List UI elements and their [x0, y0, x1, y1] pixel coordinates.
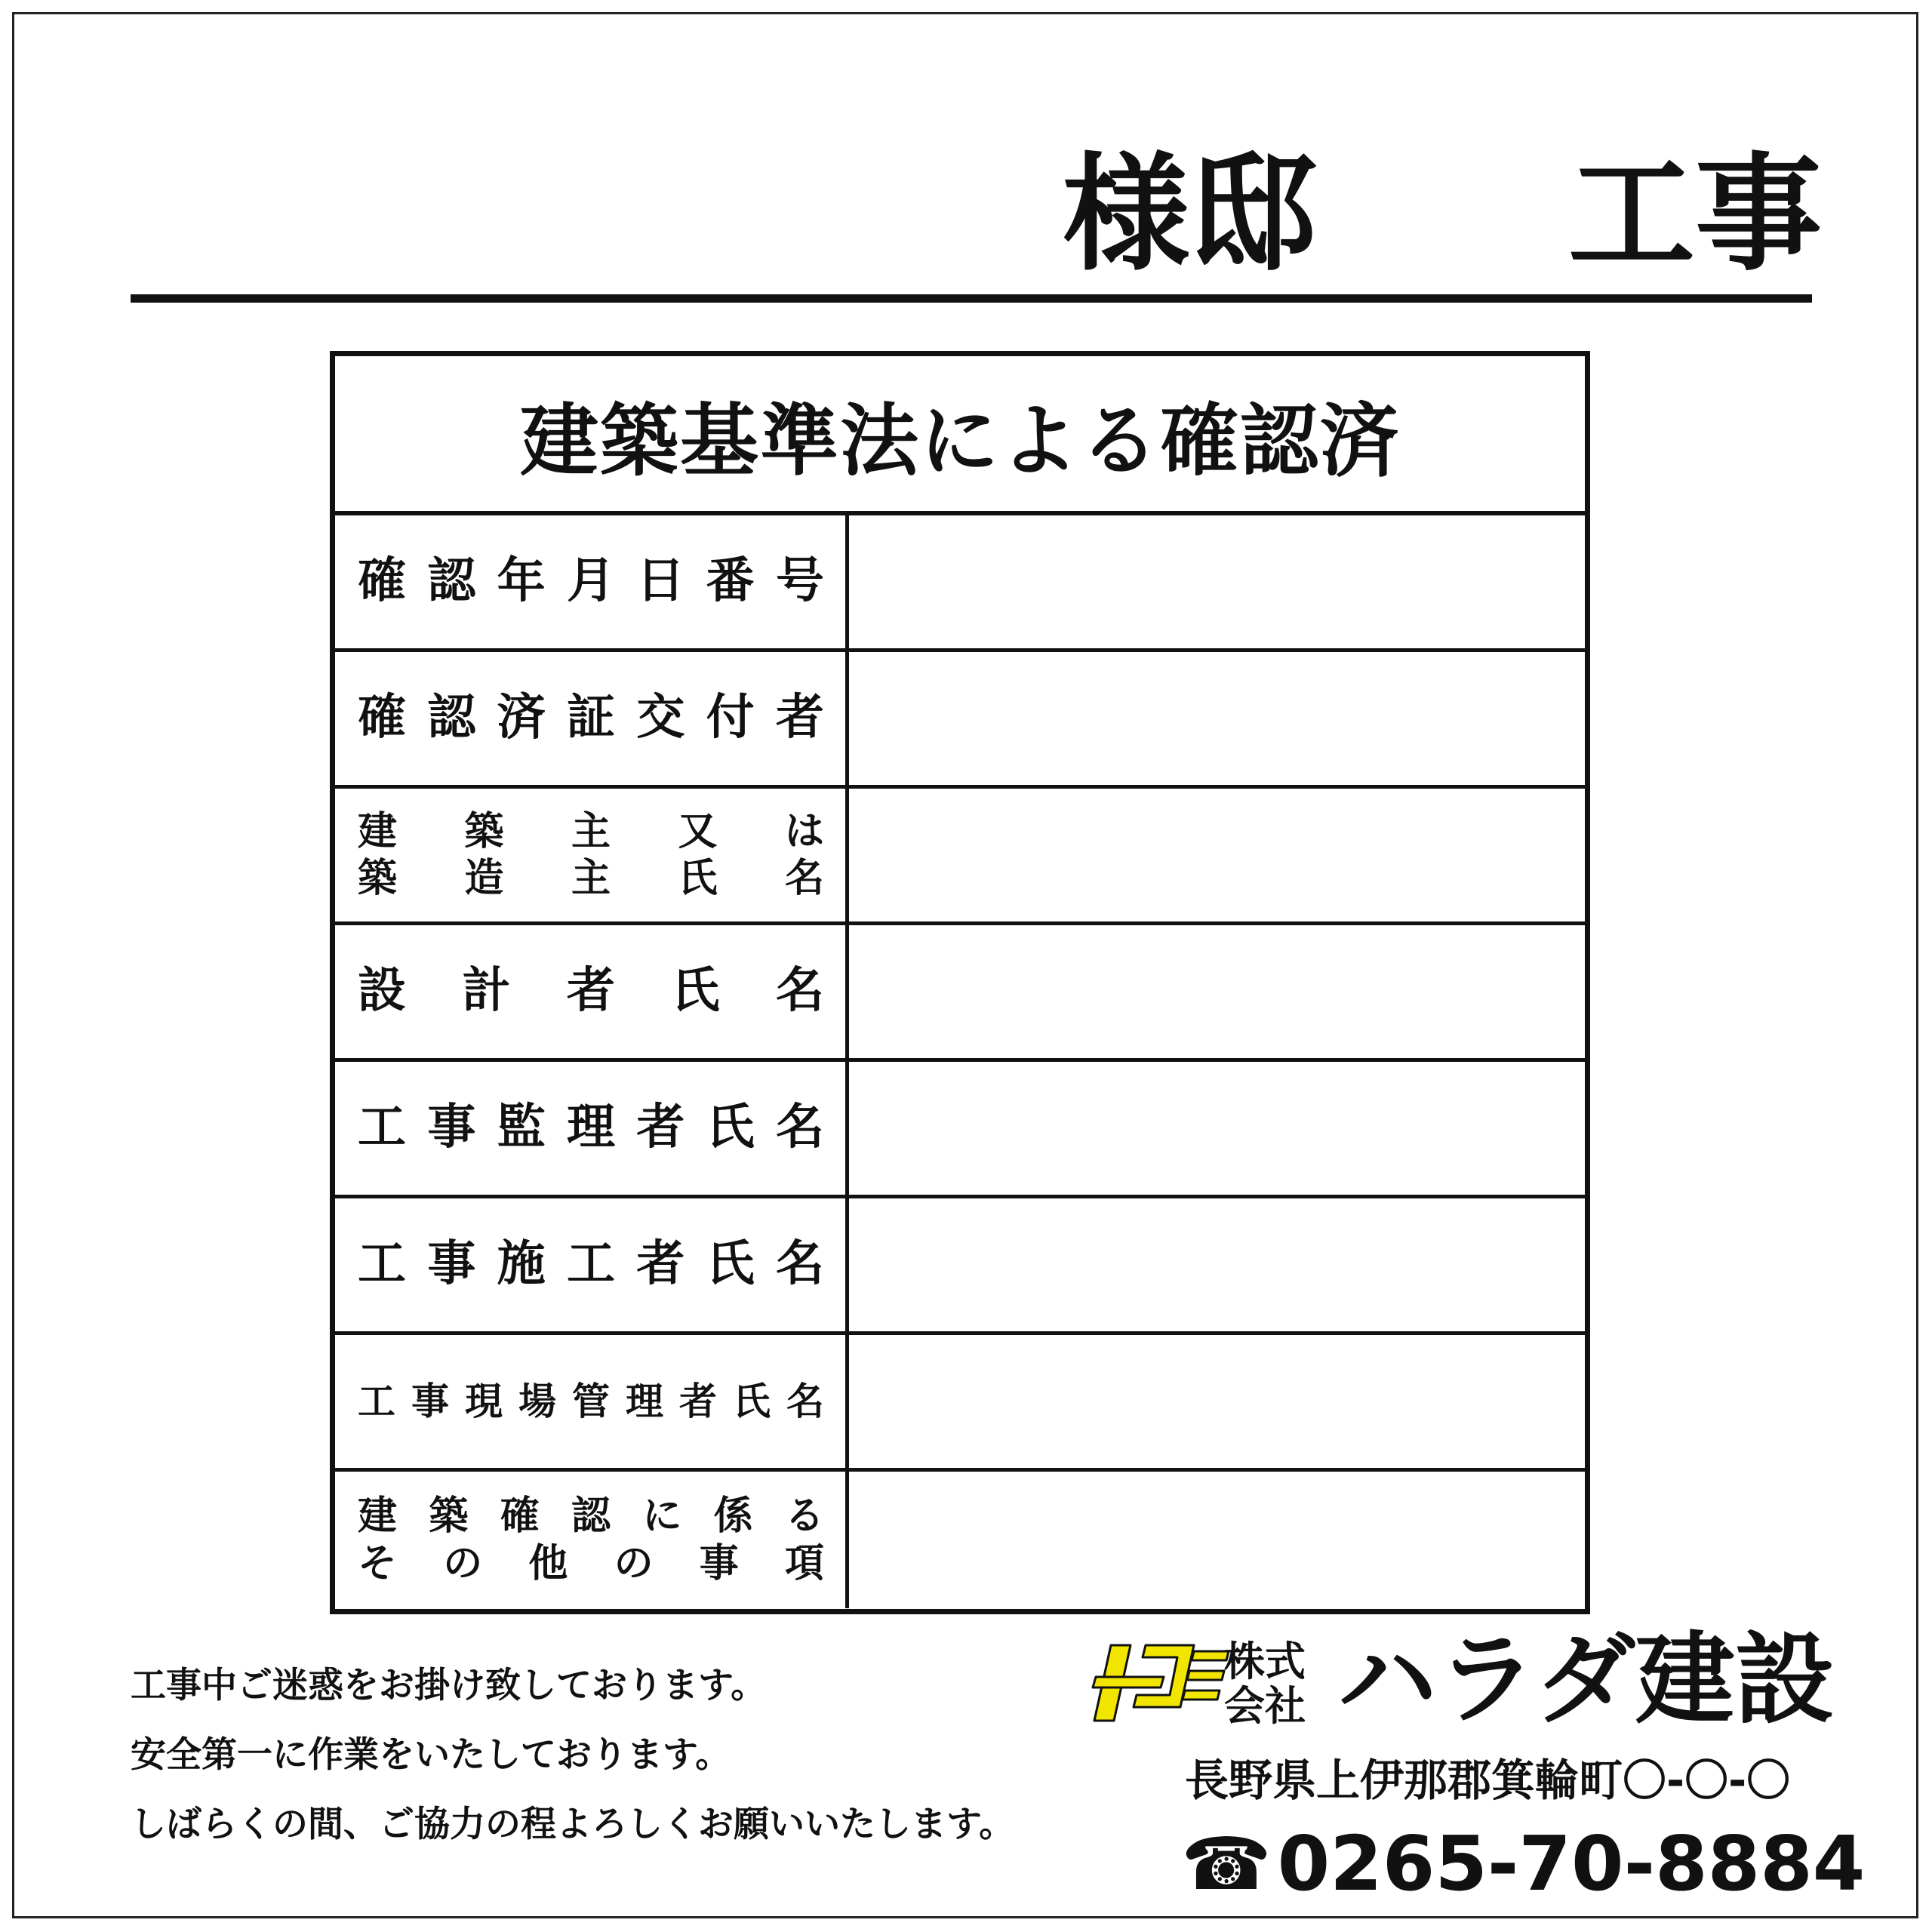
- label-char: 主: [571, 808, 611, 854]
- label-char: 設: [358, 963, 406, 1020]
- permit-row-value: [849, 1335, 1585, 1468]
- label-char: 者: [775, 690, 824, 746]
- label-char: 計: [462, 963, 511, 1020]
- label-char: 名: [776, 963, 824, 1020]
- label-char: 名: [784, 856, 824, 901]
- label-char: 理: [566, 1100, 615, 1156]
- company-type-line2: 会社: [1224, 1682, 1306, 1730]
- label-char: 事: [411, 1379, 449, 1423]
- label-char: 施: [497, 1236, 546, 1293]
- permit-row: [335, 1335, 1585, 1472]
- permit-row-value: [849, 1198, 1585, 1331]
- label-char: 工: [358, 1379, 395, 1423]
- label-char: 事: [699, 1540, 739, 1586]
- permit-row: [335, 1198, 1585, 1335]
- label-char: 者: [636, 1236, 685, 1293]
- permit-row: [335, 925, 1585, 1062]
- label-line: [358, 963, 824, 1020]
- owner-suffix: 様邸: [1063, 140, 1316, 288]
- label-line: [358, 690, 824, 746]
- notice-line: 安全第一に作業をいたしております。: [131, 1734, 731, 1776]
- permit-row-value: [849, 652, 1585, 785]
- label-char: 確: [500, 1494, 540, 1540]
- label-char: 交: [636, 690, 685, 746]
- label-char: は: [784, 808, 824, 854]
- label-char: 事: [427, 1236, 476, 1293]
- permit-row-label: [335, 789, 849, 921]
- label-char: 係: [713, 1494, 753, 1540]
- label-line: [358, 553, 824, 610]
- label-char: 場: [518, 1379, 556, 1423]
- label-char: 管: [572, 1379, 610, 1423]
- permit-board: [330, 351, 1590, 1614]
- notice-text: [131, 1665, 1015, 1876]
- permit-row: [335, 789, 1585, 925]
- label-char: 済: [497, 690, 546, 746]
- label-line: [358, 1493, 824, 1540]
- label-char: 造: [464, 856, 504, 901]
- phone-number: 0265-70-8884: [1277, 1820, 1866, 1908]
- permit-row-value: [849, 515, 1585, 648]
- phone-icon: ☎: [1181, 1822, 1272, 1906]
- label-line: [358, 1540, 824, 1587]
- permit-row-value: [849, 925, 1585, 1058]
- label-char: 氏: [678, 856, 718, 901]
- label-char: 他: [528, 1540, 568, 1586]
- label-char: 号: [775, 553, 824, 610]
- logo-text: HD: [1081, 1626, 1100, 1641]
- permit-row-label: [335, 1472, 849, 1608]
- label-char: 建: [358, 1494, 398, 1540]
- label-char: 名: [775, 1100, 824, 1156]
- permit-row-value: [849, 1062, 1585, 1195]
- company-type: [1224, 1639, 1306, 1729]
- label-char: の: [443, 1540, 483, 1586]
- permit-row: [335, 1472, 1585, 1608]
- label-line: [358, 1100, 824, 1156]
- hd-logo-icon: [1081, 1626, 1232, 1728]
- label-char: 又: [678, 808, 718, 854]
- label-line: [358, 1379, 824, 1423]
- company-phone: [1181, 1820, 1866, 1908]
- construction-word: 工事: [1568, 140, 1822, 288]
- header-underline: [131, 294, 1812, 303]
- label-char: 現: [465, 1379, 503, 1423]
- label-char: 工: [358, 1236, 406, 1293]
- label-line: [358, 808, 824, 855]
- label-char: 名: [786, 1379, 824, 1423]
- label-char: 工: [358, 1100, 406, 1156]
- label-char: 確: [358, 690, 406, 746]
- label-char: 築: [464, 808, 504, 854]
- label-char: 認: [427, 690, 476, 746]
- label-char: 日: [636, 553, 685, 610]
- label-char: 監: [497, 1100, 546, 1156]
- permit-row-value: [849, 1472, 1585, 1608]
- label-char: 氏: [706, 1236, 755, 1293]
- label-char: 者: [679, 1379, 717, 1423]
- label-char: 築: [429, 1494, 469, 1540]
- label-char: 氏: [706, 1100, 755, 1156]
- company-name: ハラダ建設: [1337, 1622, 1835, 1738]
- permit-row-label: [335, 925, 849, 1058]
- label-char: 事: [427, 1100, 476, 1156]
- label-char: 築: [358, 856, 398, 901]
- label-char: 者: [636, 1100, 685, 1156]
- label-line: [358, 855, 824, 902]
- label-char: 付: [706, 690, 755, 746]
- permit-row-label: [335, 1335, 849, 1468]
- label-char: 氏: [671, 963, 720, 1020]
- label-char: 認: [427, 553, 476, 610]
- permit-row-label: [335, 1198, 849, 1331]
- permit-row: [335, 515, 1585, 652]
- permit-row-label: [335, 652, 849, 785]
- label-char: 理: [626, 1379, 663, 1423]
- label-char: 工: [566, 1236, 615, 1293]
- label-char: 確: [358, 553, 406, 610]
- board-title: 建築基準法による確認済: [335, 356, 1585, 515]
- permit-rows: [335, 515, 1585, 1609]
- label-char: 氏: [733, 1379, 771, 1423]
- label-char: 項: [784, 1540, 824, 1586]
- notice-line: しばらくの間、ご協力の程よろしくお願いいたします。: [131, 1804, 1015, 1845]
- label-char: の: [614, 1540, 654, 1586]
- label-char: 者: [567, 963, 615, 1020]
- label-char: 認: [571, 1494, 611, 1540]
- permit-row-label: [335, 515, 849, 648]
- permit-row: [335, 1062, 1585, 1198]
- label-char: る: [784, 1494, 824, 1540]
- label-char: 建: [358, 808, 398, 854]
- company-address: 長野県上伊那郡箕輪町〇-〇-〇: [1185, 1755, 1791, 1806]
- permit-row-label: [335, 1062, 849, 1195]
- permit-row: [335, 652, 1585, 789]
- notice-line: 工事中ご迷惑をお掛け致しております。: [131, 1665, 767, 1706]
- label-char: 番: [706, 553, 755, 610]
- permit-row-value: [849, 789, 1585, 921]
- label-char: 証: [566, 690, 615, 746]
- company-type-line1: 株式: [1224, 1638, 1306, 1685]
- label-char: そ: [358, 1540, 398, 1586]
- label-line: [358, 1236, 824, 1293]
- label-char: 月: [566, 553, 615, 610]
- label-char: 名: [775, 1236, 824, 1293]
- label-char: 主: [571, 856, 611, 901]
- label-char: 年: [497, 553, 546, 610]
- label-char: に: [642, 1494, 682, 1540]
